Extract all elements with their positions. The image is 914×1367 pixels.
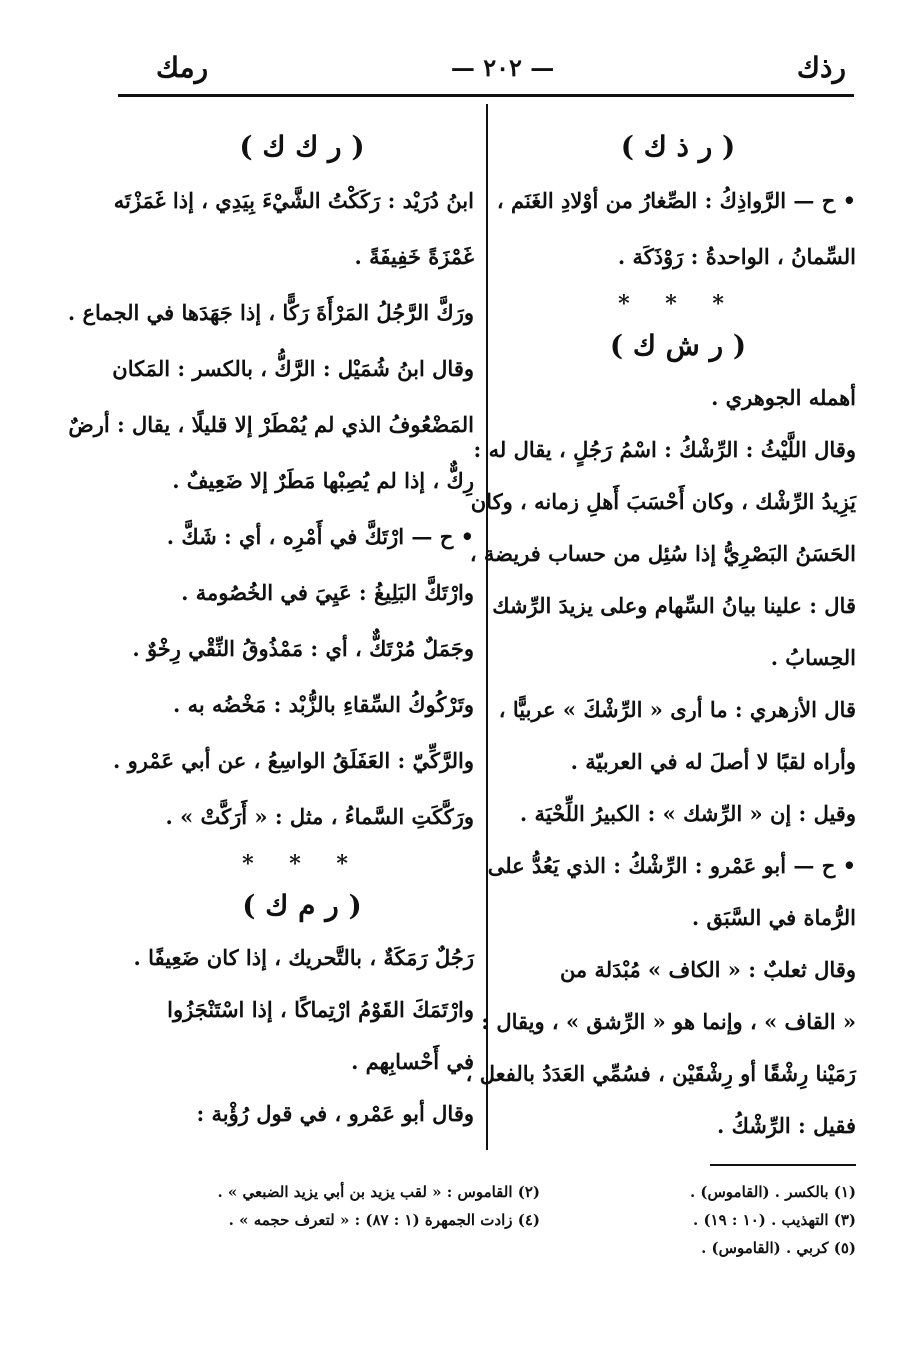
right-column — [465, 118, 856, 1152]
footnote: (٤) زادت الجمهرة (١ : ٨٧) : « لتعرف حجمه » . — [228, 1211, 540, 1229]
footnote: (٢) القاموس : « لقب يزيد بن أبي يزيد الضبعي » . — [217, 1183, 540, 1201]
text-line: • ح — أبو عَمْرو : الرِّشْكُ : الذي يَعُدُّ على — [487, 853, 856, 878]
text-line: وقال اللَّيْثُ : الرِّشْكُ : اسْمُ رَجُلٍ ، يقال له : — [473, 437, 856, 462]
left-column — [67, 118, 474, 1140]
entry-body — [130, 932, 474, 1140]
text-line: الرُّماة في السَّبَق . — [691, 905, 856, 930]
section-separator: * * * — [618, 291, 738, 317]
text-line: وارْتَمَكَ القَوْمُ ارْتِماكًا ، إذا اسْتَنْجَزُوا — [167, 997, 474, 1022]
footnote: (١) بالكسر . (القاموس) . — [689, 1183, 856, 1201]
page-header — [118, 40, 854, 97]
footnote: (٥) كربي . (القاموس) . — [701, 1239, 856, 1257]
footnotes-left — [200, 1178, 540, 1234]
section-separator: * * * — [242, 851, 362, 877]
entry-body — [496, 173, 856, 285]
page-number: — ٢٠٢ — — [450, 52, 555, 82]
text-line: وجَمَلٌ مُرْتَكٌّ ، أي : مَمْذُوقُ النِّقْي رِخْوٌ . — [132, 636, 474, 661]
entry-body — [465, 372, 856, 1152]
text-line: رَمَيْنا رِشْقًا أو رِشْقَيْن ، فسُمِّي العَدَدُ بالفعل ، — [465, 1061, 856, 1086]
text-line: « القاف » ، وإنما هو « الرِّشق » ، ويقال : — [481, 1009, 856, 1034]
header-root-right: رذك — [796, 50, 846, 84]
text-line: وقال ابنُ شُمَيْل : الرَّكُّ ، بالكسر : المَكان — [112, 356, 474, 381]
text-line: وقال أبو عَمْرو ، في قول رُؤْبة : — [196, 1101, 474, 1126]
text-line: رَجُلٌ رَمَكَةٌ ، بالتَّحريك ، إذا كان ضَعِيفًا . — [133, 945, 474, 970]
text-line: وقيل : إن « الرِّشك » : الكبيرُ اللِّحْيَة . — [519, 801, 856, 826]
text-line: وارْتَكَّ البَلِيغُ : عَيِيَ في الخُصُومة . — [181, 580, 474, 605]
text-line: وأراه لقبًا لا أصلَ له في العربيّة . — [570, 749, 856, 774]
entry-heading: ( ر ذ ك ) — [620, 130, 736, 163]
text-line: والرَّكِّيّ : العَفَلَقُ الواسِعُ ، عن أبي عَمْرو . — [112, 748, 474, 773]
text-line: أهمله الجوهري . — [711, 385, 856, 410]
text-line: قال الأزهري : ما أرى « الرِّشْكَ » عربيًّا ، — [498, 697, 856, 722]
text-line: قال : علينا بيانُ السِّهام وعلى يزيدَ الرِّشك — [492, 593, 856, 618]
text-line: رِكٌّ ، إذا لم يُصِبْها مَطَرٌ إلا ضَعِيفٌ . — [172, 468, 474, 493]
footnote: (٣) التهذيب . (١٠ : ١٩) . — [693, 1211, 856, 1229]
text-line: ورَكَّ الرَّجُلُ المَرْأَةَ رَكًّا ، إذا جَهَدَها في الجماع . — [67, 300, 474, 325]
text-line: وتَرْكُوكُ السِّقاءِ بالزُّبْد : مَخْضُه به . — [173, 692, 474, 717]
column-divider — [486, 104, 488, 1150]
text-line: • ح — الرَّواذِكُ : الصِّغارُ من أوْلادِ الغَنَم ، — [496, 188, 856, 213]
text-line: غَمْزَةً خَفِيفَةً . — [354, 244, 474, 269]
text-line: • ح — ارْتَكَّ في أَمْرِه ، أي : شَكَّ . — [166, 524, 474, 549]
entry-body — [67, 173, 474, 845]
text-line: يَزِيدُ الرِّشْك ، وكان أَحْسَبَ أَهلِ زمانه ، وكان — [470, 489, 856, 514]
text-line: المَضْعُوفُ الذي لم يُمْطَرْ إلا قليلًا ، يقال : أرضٌ — [68, 412, 474, 437]
text-line: ورَكَّكَتِ السَّماءُ ، مثل : « أَرَكَّتْ » . — [165, 804, 474, 829]
entry-heading: ( ر م ك ) — [242, 889, 362, 922]
text-line: السِّمانُ ، الواحدةُ : رَوْذَكَة . — [617, 244, 856, 269]
text-line: الحِسابُ . — [770, 645, 856, 670]
text-line: الحَسَنُ البَصْرِيُّ إذا سُئِل من حساب فريضة ، — [469, 541, 856, 566]
footnote-rule — [710, 1164, 856, 1166]
text-line: في أَحْسابِهم . — [351, 1049, 474, 1074]
header-root-left: رمك — [156, 50, 209, 84]
footnotes-right — [640, 1178, 856, 1262]
text-line: وقال ثعلبٌ : « الكاف » مُبْدَلة من — [559, 957, 856, 982]
entry-heading: ( ر ش ك ) — [609, 329, 747, 362]
entry-heading: ( ر ك ك ) — [239, 130, 365, 163]
text-line: ابنُ دُرَيْد : رَكَكْتُ الشَّيْءَ بِيَدِي ، إذا غَمَزْتَه — [113, 188, 474, 213]
text-line: فقيل : الرِّشْكُ . — [716, 1113, 856, 1138]
